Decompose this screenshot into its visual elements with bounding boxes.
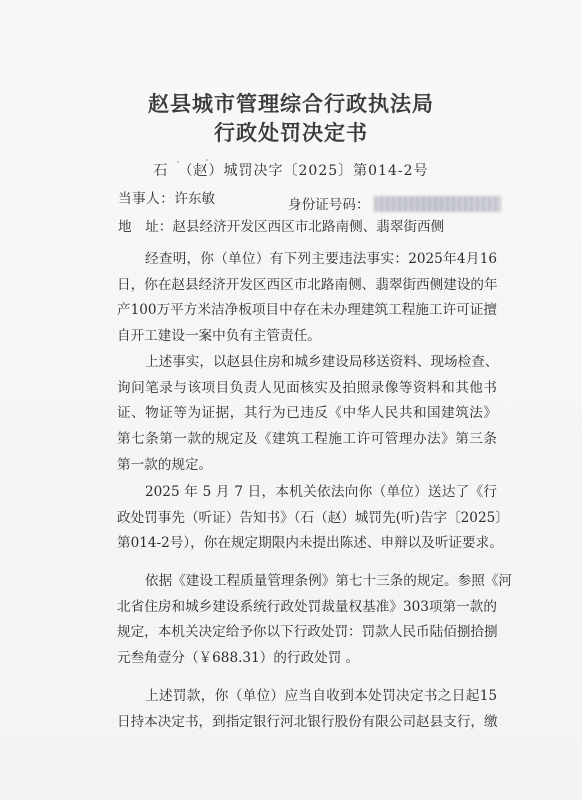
document-type-title: 行政处罚决定书 <box>214 121 368 145</box>
paragraph-line: 北省住房和城乡建设系统行政处罚裁量权基准》303项第一款的 <box>117 598 497 615</box>
document-number-body: （赵）城罚决字〔2025〕第014-2号 <box>178 163 429 179</box>
paragraph-line: 第014-2号），你在规定期限内未提出陈述、申辩以及听证要求。 <box>117 535 503 552</box>
paragraph-line: 上述事实，以赵县住房和城乡建设局移送资料、现场检查、 <box>145 354 499 370</box>
paragraph-line: 元叁角壹分（￥688.31）的行政处罚 。 <box>117 650 360 667</box>
party-name: 许东敏 <box>174 191 216 207</box>
payment-paragraph <box>117 684 497 735</box>
paragraph-line: 2025 年 5 月 7 日，本机关依法向你（单位）送达了《行 <box>145 484 497 500</box>
paragraph-line: 第一款的规定。 <box>117 456 213 473</box>
address-value: 赵县经济开发区西区市北路南侧、翡翠街西侧 <box>172 219 445 235</box>
facts-paragraph <box>117 247 497 350</box>
paragraph-line: 依据《建设工程质量管理条例》第七十三条的规定。参照《河 <box>145 573 513 589</box>
document-number-prefix: 石 <box>153 163 169 179</box>
penalty-paragraph <box>117 569 513 672</box>
address-row <box>118 221 444 235</box>
party-row <box>118 193 215 207</box>
document-number <box>0 160 582 180</box>
paragraph-line: 日，你在赵县经济开发区西区市北路南侧、翡翠街西侧建设的年 <box>117 276 498 293</box>
id-number-redacted <box>374 196 501 212</box>
id-number-label: 身份证号码： <box>288 197 370 213</box>
paragraph-line: 询问笔录与该项目负责人见面核实及拍照录像等资料和其他书 <box>117 379 497 396</box>
paragraph-line: 规定，本机关决定给予你以下行政处罚：罚款人民币陆佰捌拾捌 <box>117 624 498 641</box>
evidence-paragraph <box>117 350 497 479</box>
paragraph-line: 经查明，你（单位）有下列主要违法事实：2025年4月16 <box>145 251 497 267</box>
id-number-row <box>288 193 501 213</box>
paragraph-line: 第七条第一款的规定及《建筑工程施工许可管理办法》第三条 <box>117 431 497 448</box>
paragraph-line: 自开工建设一案中负有主管责任。 <box>117 328 321 345</box>
paragraph-line: 日持本决定书，到指定银行河北银行股份有限公司赵县支行，缴 <box>117 713 498 730</box>
paragraph-line: 产100万平方米洁净板项目中存在未办理建筑工程施工许可证擅 <box>117 302 497 319</box>
issuing-authority-title: 赵县城市管理综合行政执法局 <box>148 92 434 116</box>
paragraph-line: 证、物证等为证据，其行为已违反《中华人民共和国建筑法》 <box>117 405 497 422</box>
paragraph-line: 上述罚款，你（单位）应当自收到本处罚决定书之日起15 <box>145 688 497 704</box>
party-label: 当事人： <box>118 191 175 207</box>
notice-paragraph <box>117 480 509 557</box>
paragraph-line: 政处罚事先（听证）告知书》（石（赵）城罚先(听)告字〔2025〕 <box>117 509 509 526</box>
address-label: 地 址： <box>118 219 173 235</box>
